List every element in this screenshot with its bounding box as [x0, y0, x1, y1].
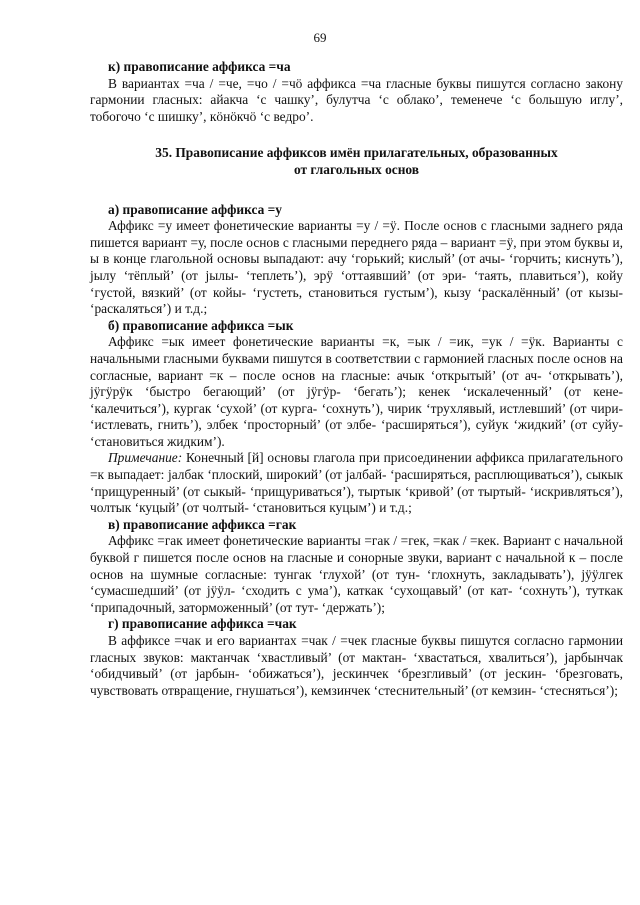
paragraph-a: Аффикс =у имеет фонетические варианты =у / =ӱ. После основ с гласными заднего ряда пишется вариант =у, после основ с гласными переднего ряда – вариант =ӱ, при этом буквы и, ы в конце глагольной основы выпадают: ачу ‘горький; кислый’ (от ачы- ‘горчить; киснуть’), јылу ‘тёплый’ (от јылы- ‘теплеть’), эрӱ ‘оттаявший’ (от эри- ‘таять, плавиться’), койу ‘густой, вязкий’ (от койы- ‘густеть, становиться густым’), кызу ‘раскалённый’ (от кызы- ‘раскаляться’) и т.д.;: [90, 218, 623, 317]
note-text: Конечный [й] основы глагола при присоединении аффикса прилагательного =к выпадает: јалбак ‘плоский, широкий’ (от јалбай- ‘расширяться, расплющиваться’), сыкык ‘прищуренный’ (от сыкый- ‘прищуриваться’), тыртык ‘кривой’ (от тыртый- ‘искривляться’), чолтык ‘куцый’ (от чолтый- ‘становиться куцым’) и т.д.;: [90, 450, 623, 516]
section-title-line-1: 35. Правописание аффиксов имён прилагательных, образованных: [155, 145, 558, 161]
section-title: [90, 145, 623, 178]
paragraph-b: Аффикс =ык имеет фонетические варианты =к, =ык / =ик, =ук / =ӱк. Варианты с начальными гласными буквами пишутся в соответствии с гармонией гласных после основ на согласные, вариант =к – после основ на гласные: ачык ‘открытый’ (от ач- ‘открывать’), јӱгӱрӱк ‘быстро бегающий’ (от јӱгӱр- ‘бегать’); кенек ‘искалеченный’ (от кене- ‘калечиться’), кургак ‘сухой’ (от курга- ‘сохнуть’), чирик ‘трухлявый, истлевший’ (от чири- ‘истлевать, гнить’), элбек ‘просторный’ (от элбе- ‘расширяться’), суйук ‘жидкий’ (от суйу- ‘становиться жидким’).: [90, 334, 623, 449]
note-paragraph: [90, 450, 623, 516]
subsection-heading-b: б) правописание аффикса =ык: [108, 317, 294, 333]
note-label: Примечание:: [108, 450, 183, 466]
subsection-heading-g: г) правописание аффикса =чак: [108, 616, 297, 632]
paragraph-g: В аффиксе =чак и его вариантах =чак / =чек гласные буквы пишутся согласно гармонии гласных звуков: мактанчак ‘хвастливый’ (от мактан- ‘хвастаться, хвалиться’), јарбынчак ‘обидчивый’ (от јарбын- ‘обижаться’), јескинчек ‘брезгливый’ (от јескин- ‘брезговать, чувствовать отвращение, гнушаться’), кемзинчек ‘стеснительный’ (от кемзин- ‘стесняться’);: [90, 633, 623, 698]
subsection-heading-v: в) правописание аффикса =гак: [108, 516, 297, 532]
paragraph-v: Аффикс =гак имеет фонетические варианты =гак / =гек, =как / =кек. Вариант с начальной буквой г пишется после основ на гласные и сонорные звуки, вариант с начальной к – после основ на шумные согласные: тунгак ‘глухой’ (от тун- ‘глохнуть, закладывать’), јӱӱлгек ‘сумасшедший’ (от јӱӱл- ‘сходить с ума’), каткак ‘сухощавый’ (от кат- ‘сохнуть’), туткак ‘припадочный, заторможенный’ (от тут- ‘держать’);: [90, 533, 623, 615]
paragraph-k: В вариантах =ча / =че, =чо / =чӧ аффикса =ча гласные буквы пишутся согласно закону гармонии гласных: айакча ‘с чашку’, булутча ‘с облако’, теменече ‘с большую иглу’, тобогочо ‘с шишку’, кӧнӧкчӧ ‘с ведро’.: [90, 75, 623, 124]
section-title-line-2: от глагольных основ: [293, 161, 420, 177]
page-number: 69: [313, 30, 327, 45]
page-content: [90, 59, 623, 699]
subsection-heading-a: а) правописание аффикса =у: [108, 201, 282, 217]
subsection-heading-k: к) правописание аффикса =ча: [108, 59, 291, 74]
